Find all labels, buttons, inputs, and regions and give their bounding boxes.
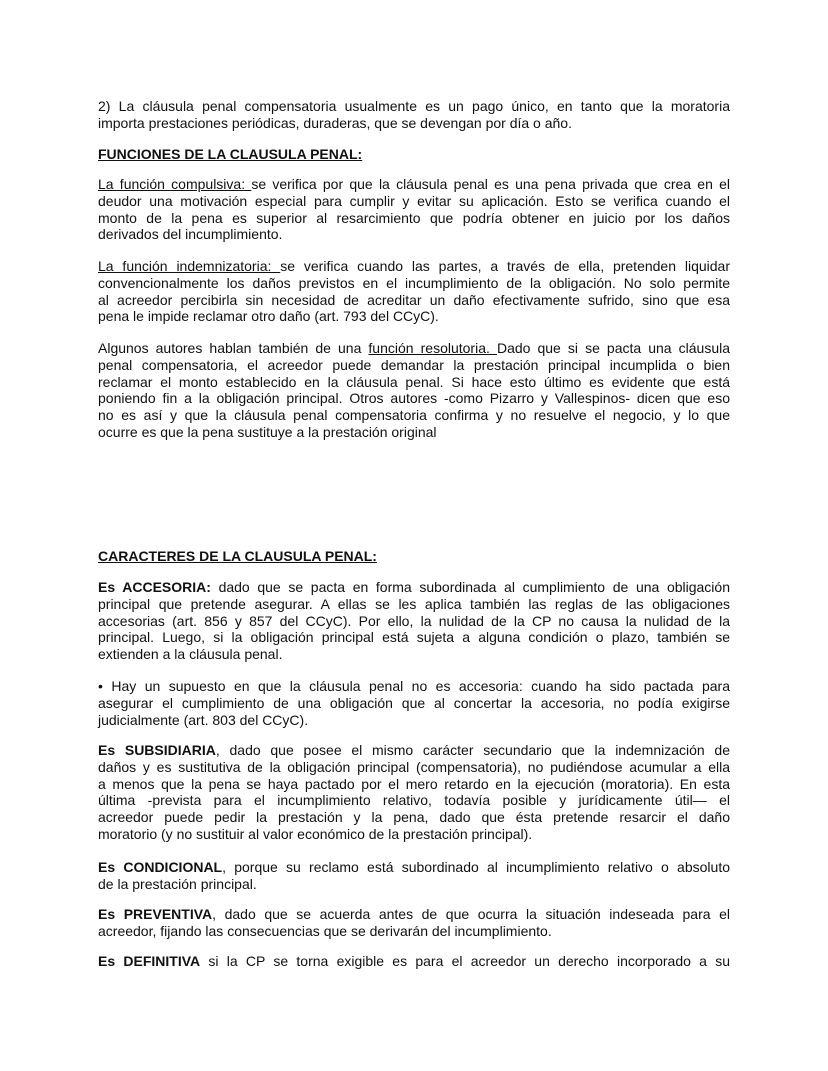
text-run: moratorio (y no sustituir al valor económico de la prestación principal). — [98, 825, 533, 842]
text-run: judicialmente (art. 803 del CCyC). — [98, 711, 309, 728]
p-accesoria — [98, 579, 730, 663]
text-run: Dado que si se pacta una cláusula — [496, 340, 730, 356]
emphasis-text: La función compulsiva: — [98, 176, 252, 192]
text-run: pena le impide reclamar otro daño (art. 793 del CCyC). — [98, 308, 439, 325]
text-line — [98, 210, 730, 227]
emphasis-text: Es ACCESORIA: — [98, 579, 211, 595]
text-line — [98, 906, 730, 923]
text-line — [98, 115, 730, 132]
text-line — [98, 742, 730, 759]
p-supuesto-no-accesoria — [98, 678, 730, 728]
emphasis-text: Es CONDICIONAL — [98, 859, 223, 875]
text-run: ocurre es que la pena sustituye a la prestación original — [98, 423, 437, 440]
text-run: monto de la pena es superior al resarcimiento que podría obtener en juicio por los daños — [98, 209, 730, 226]
text-run: si la CP se torna exigible es para el acreedor un derecho incorporado a su — [200, 953, 730, 969]
text-line — [98, 613, 730, 630]
text-run: acreedor puede pedir la prestación y la pena, dado que ésta pretende resarcir el daño — [98, 809, 730, 826]
text-run: reclamar el monto establecido en la cláusula penal. Si hace esto último es evidente que está — [98, 373, 730, 390]
text-line — [98, 596, 730, 613]
text-line — [98, 424, 730, 441]
text-run: se verifica por que la cláusula penal es una pena privada que crea en el — [251, 176, 730, 192]
text-line — [98, 629, 730, 646]
text-run: , dado que se acuerda antes de que ocurra la situación indeseada para el — [212, 906, 731, 922]
p-condicional — [98, 859, 730, 893]
text-line — [98, 226, 730, 243]
text-line — [98, 292, 730, 309]
text-line — [98, 357, 730, 374]
text-run: Algunos autores hablan también de una — [98, 340, 369, 356]
text-run: deudor una motivación especial para cumplir y evitar su aplicación. Esto se verifica cuando el — [98, 192, 730, 209]
heading-funciones — [98, 146, 730, 163]
text-line — [98, 407, 730, 424]
text-line — [98, 776, 730, 793]
text-run: principal que pretende asegurar. A ellas se les aplica también las reglas de las obligaciones — [98, 595, 730, 612]
text-line — [98, 258, 730, 275]
text-line — [98, 275, 730, 292]
text-run: , porque su reclamo está subordinado al incumplimiento relativo o absoluto — [222, 859, 730, 875]
text-line — [98, 792, 730, 809]
text-line — [98, 678, 730, 695]
text-line — [98, 876, 730, 893]
text-line — [98, 548, 730, 565]
text-line — [98, 826, 730, 843]
text-run: derivados del incumplimiento. — [98, 226, 283, 243]
text-run: , dado que posee el mismo carácter secundario que la indemnización de — [215, 742, 730, 758]
emphasis-text: función resolutoria. — [368, 340, 497, 356]
text-run: dado que se pacta en forma subordinada al cumplimiento de una obligación — [210, 579, 730, 595]
text-run: accesorias (art. 856 y 857 del CCyC). Por ello, la nulidad de la CP no causa la nulidad de la — [98, 612, 730, 629]
text-run: a menos que la pena se haya pactado por el mero retardo en la ejecución (moratoria). En esta — [98, 775, 730, 792]
section-heading: FUNCIONES DE LA CLAUSULA PENAL: — [98, 146, 363, 162]
text-line — [98, 759, 730, 776]
text-run: extienden a la cláusula penal. — [98, 646, 283, 663]
text-line — [98, 579, 730, 596]
text-run: importa prestaciones periódicas, duraderas, que se devengan por día o año. — [98, 114, 572, 131]
text-line — [98, 146, 730, 163]
text-run: última -prevista para el incumplimiento relativo, todavía posible y jurídicamente útil— el — [98, 792, 730, 809]
text-line — [98, 695, 730, 712]
text-line — [98, 646, 730, 663]
p-funcion-resolutoria — [98, 340, 730, 441]
text-run: se verifica cuando las partes, a través de ella, pretenden liquidar — [280, 258, 730, 274]
text-line — [98, 923, 730, 940]
text-run: convencionalmente los daños previstos en el incumplimiento de la obligación. No solo permite — [98, 274, 730, 291]
section-heading: CARACTERES DE LA CLAUSULA PENAL: — [98, 548, 377, 564]
text-run: • Hay un supuesto en que la cláusula penal no es accesoria: cuando ha sido pactada para — [98, 678, 730, 694]
text-run: principal. Luego, si la obligación principal está sujeta a alguna condición o plazo, también se — [98, 629, 730, 646]
text-run: de la prestación principal. — [98, 875, 257, 892]
text-run: asegurar el cumplimiento de una obligación que al concertar la accesoria, no podía exigirse — [98, 694, 730, 711]
text-line — [98, 176, 730, 193]
text-run: al acreedor percibirla sin necesidad de acreditar un daño efectivamente sufrido, sino que esa — [98, 291, 730, 308]
text-run: daños y es sustitutiva de la obligación principal (compensatoria), no pudiéndose acumular a ella — [98, 758, 730, 775]
emphasis-text: Es DEFINITIVA — [98, 953, 201, 969]
p-compensatoria-moratoria — [98, 98, 730, 132]
text-line — [98, 193, 730, 210]
text-line — [98, 712, 730, 729]
p-subsidiaria — [98, 742, 730, 843]
text-run: 2) La cláusula penal compensatoria usualmente es un pago único, en tanto que la moratoria — [98, 98, 730, 114]
text-run: acreedor, fijando las consecuencias que se derivarán del incumplimiento. — [98, 922, 552, 939]
p-funcion-compulsiva — [98, 176, 730, 243]
heading-caracteres — [98, 548, 730, 565]
emphasis-text: Es PREVENTIVA — [98, 906, 213, 922]
p-funcion-indemnizatoria — [98, 258, 730, 325]
text-run: penal compensatoria, el acreedor puede demandar la prestación principal incumplida o bien — [98, 356, 730, 373]
text-line — [98, 98, 730, 115]
p-definitiva — [98, 953, 730, 970]
text-line — [98, 809, 730, 826]
text-line — [98, 859, 730, 876]
p-preventiva — [98, 906, 730, 940]
text-line — [98, 340, 730, 357]
text-run: no es así y que la cláusula penal compensatoria confirma y no resuelve el negocio, y lo que — [98, 407, 730, 424]
text-line — [98, 390, 730, 407]
text-run: poniendo fin a la obligación principal. Otros autores -como Pizarro y Vallespinos- dicen que eso — [98, 390, 730, 407]
emphasis-text: Es SUBSIDIARIA — [98, 742, 216, 758]
emphasis-text: La función indemnizatoria: — [98, 258, 281, 274]
text-line — [98, 374, 730, 391]
text-line — [98, 953, 730, 970]
text-line — [98, 308, 730, 325]
